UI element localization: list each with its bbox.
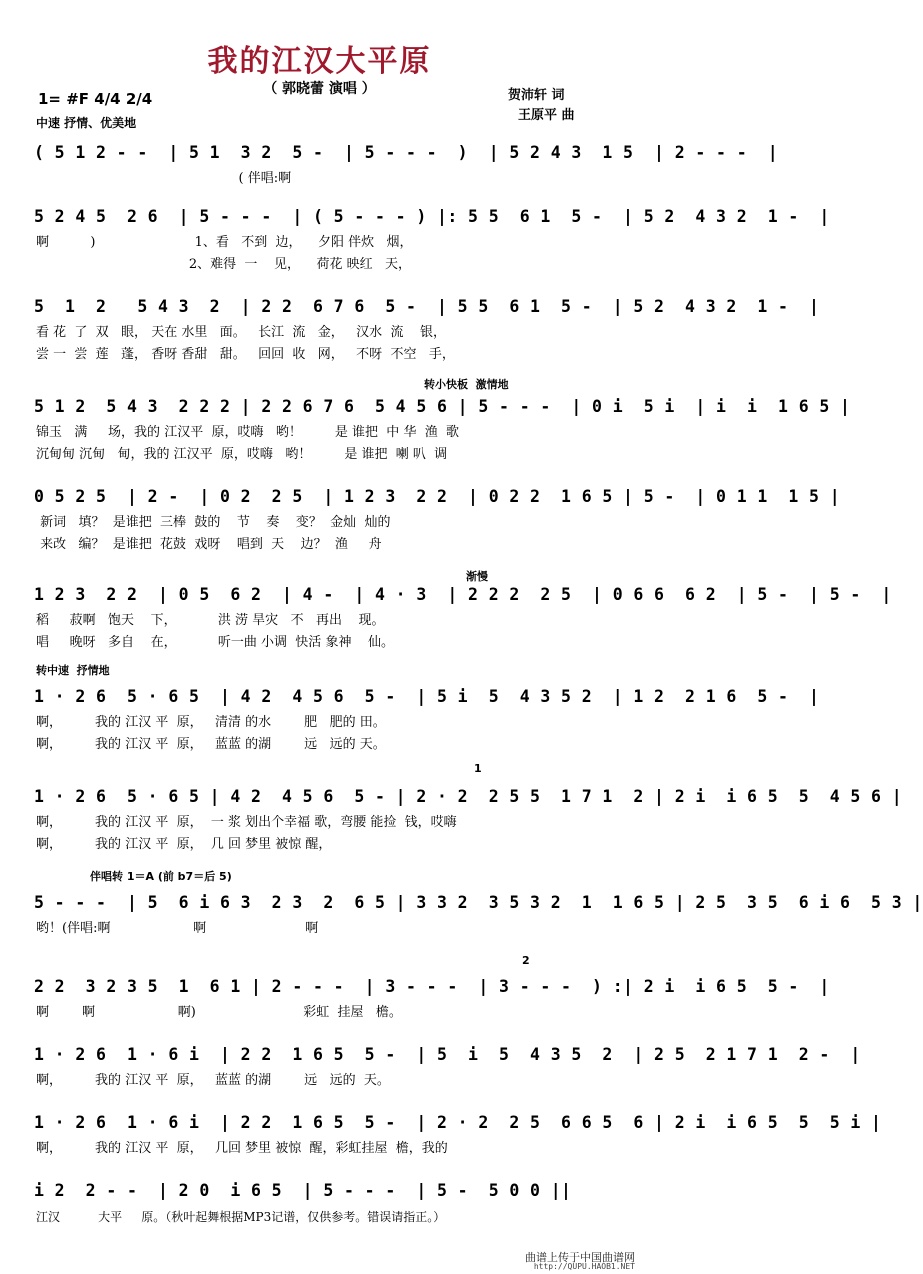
key-signature: 1= #F 4/4 2/4 bbox=[38, 90, 153, 108]
key-change-mark: 伴唱转 1＝A (前 b7＝后 5) bbox=[90, 870, 232, 883]
notation-line: 5 1 2 5 4 3 2 | 2 2 6 7 6 5 - | 5 5 6 1 5 - | 5 2 4 3 2 1 - | bbox=[34, 297, 820, 316]
lyric-line-1: 啊， 我的 江汉 平 原， 清清 的水 肥 肥的 田。 bbox=[36, 715, 386, 730]
notation-line: i 2 2 - - | 2 0 i 6 5 | 5 - - - | 5 - 5 0 0 || bbox=[34, 1181, 572, 1200]
lyric-line-1: 锦玉 满 场，我的 江汉平 原，哎嗨 哟！ 是 谁把 中 华 渔 歌 bbox=[36, 425, 459, 440]
lyric-line-1: 新词 填？ 是谁把 三棒 鼓的 节 奏 变？ 金灿 灿的 bbox=[36, 515, 391, 530]
volta-2: 2 bbox=[522, 954, 530, 967]
tempo-change-fast: 转小快板 激情地 bbox=[424, 378, 509, 391]
lyric-line-2: 2、难得 一 见， 荷花 映红 天， bbox=[36, 257, 412, 272]
watermark-line: 曲谱上传于中国曲谱网 bbox=[525, 1251, 635, 1264]
lyric-line-1: 江汉 大平 原。（秋叶起舞根据MP3记谱，仅供参考。错误请指正。） bbox=[36, 1210, 446, 1224]
lyric-line-2: 来改 编？ 是谁把 花鼓 戏呀 唱到 天 边？ 渔 舟 bbox=[36, 537, 382, 552]
lyric-line-1: 啊 ) 1、看 不到 边， 夕阳 伴炊 烟， bbox=[36, 235, 413, 250]
notation-line: 0 5 2 5 | 2 - | 0 2 2 5 | 1 2 3 2 2 | 0 2 2 1 6 5 | 5 - | 0 1 1 1 5 | bbox=[34, 487, 841, 506]
lyric-line-2: 沉甸甸 沉甸 甸，我的 江汉平 原，哎嗨 哟！ 是 谁把 喇 叭 调 bbox=[36, 447, 448, 462]
notation-line: 5 1 2 5 4 3 2 2 2 | 2 2 6 7 6 5 4 5 6 | 5 - - - | 0 i 5 i | i i 1 6 5 | bbox=[34, 397, 851, 416]
notation-line: 2 2 3 2 3 5 1 6 1 | 2 - - - | 3 - - - | 3 - - - ) :| 2 i i 6 5 5 - | bbox=[34, 977, 830, 996]
lyric-line-1: 看 花 了 双 眼， 天在 水里 面。 长江 流 金， 汉水 流 银， bbox=[36, 325, 446, 340]
lyric-line-2: 啊， 我的 江汉 平 原， 蓝蓝 的湖 远 远的 天。 bbox=[36, 737, 386, 752]
lyricist-credit: 贺沛轩 词 bbox=[508, 88, 565, 103]
notation-line: 1 2 3 2 2 | 0 5 6 2 | 4 - | 4 · 3 | 2 2 2 2 5 | 0 6 6 6 2 | 5 - | 5 - | bbox=[34, 585, 892, 604]
lyric-line-1: 啊， 我的 江汉 平 原， 一 浆 划出个幸福 歌，弯腰 能捡 钱，哎嗨 bbox=[36, 815, 457, 830]
notation-line: 1 · 2 6 5 · 6 5 | 4 2 4 5 6 5 - | 5 i 5 4 3 5 2 | 1 2 2 1 6 5 - | bbox=[34, 687, 820, 706]
notation-line: 5 2 4 5 2 6 | 5 - - - | ( 5 - - - ) |: 5 5 6 1 5 - | 5 2 4 3 2 1 - | bbox=[34, 207, 830, 226]
notation-line: 1 · 2 6 1 · 6 i | 2 2 1 6 5 5 - | 5 i 5 4 3 5 2 | 2 5 2 1 7 1 2 - | bbox=[34, 1045, 861, 1064]
song-title: 我的江汉大平原 bbox=[207, 44, 432, 79]
lyric-line-1: 啊 啊 啊) 彩虹 挂屋 檐。 bbox=[36, 1005, 402, 1020]
singer-subtitle: （ 郭晓蕾 演唱 ） bbox=[263, 81, 376, 97]
lyric-line-1: ( 伴唱:啊 bbox=[36, 171, 292, 186]
notation-line: 1 · 2 6 1 · 6 i | 2 2 1 6 5 5 - | 2 · 2 2 5 6 6 5 6 | 2 i i 6 5 5 5 i | bbox=[34, 1113, 882, 1132]
notation-line: ( 5 1 2 - - | 5 1 3 2 5 - | 5 - - - ) | 5 2 4 3 1 5 | 2 - - - | bbox=[34, 143, 779, 162]
ritardando-mark: 渐慢 bbox=[466, 570, 488, 583]
lyric-line-2: 尝 一 尝 莲 蓬， 香呀 香甜 甜。 回回 收 网， 不呀 不空 手， bbox=[36, 347, 455, 362]
composer-credit: 王原平 曲 bbox=[518, 108, 575, 123]
watermark-url: http://QUPU.HAOB1.NET bbox=[533, 1262, 635, 1271]
lyric-line-1: 啊， 我的 江汉 平 原， 几回 梦里 被惊 醒，彩虹挂屋 檐，我的 bbox=[36, 1141, 448, 1156]
watermark-footer bbox=[503, 1248, 639, 1274]
tempo-change-medium: 转中速 抒情地 bbox=[36, 664, 110, 677]
lyric-line-1: 哟！(伴唱:啊 啊 啊 bbox=[36, 921, 319, 936]
lyric-line-1: 啊， 我的 江汉 平 原， 蓝蓝 的湖 远 远的 天。 bbox=[36, 1073, 390, 1088]
lyric-line-1: 稻 菽啊 饱天 下， 洪 涝 旱灾 不 再出 现。 bbox=[36, 613, 385, 628]
notation-line: 1 · 2 6 5 · 6 5 | 4 2 4 5 6 5 - | 2 · 2 2 5 5 1 7 1 2 | 2 i i 6 5 5 4 5 6 | bbox=[34, 787, 903, 806]
lyric-line-2: 啊， 我的 江汉 平 原， 几 回 梦里 被惊 醒， bbox=[36, 837, 332, 852]
notation-line: 5 - - - | 5 6 i 6 3 2 3 2 6 5 | 3 3 2 3 5 3 2 1 1 6 5 | 2 5 3 5 6 i 6 5 3 | bbox=[34, 893, 923, 912]
lyric-line-2: 唱 晚呀 多自 在， 听一曲 小调 快活 象神 仙。 bbox=[36, 635, 394, 650]
volta-1: 1 bbox=[474, 762, 482, 775]
tempo-marking: 中速 抒情、优美地 bbox=[36, 116, 137, 130]
